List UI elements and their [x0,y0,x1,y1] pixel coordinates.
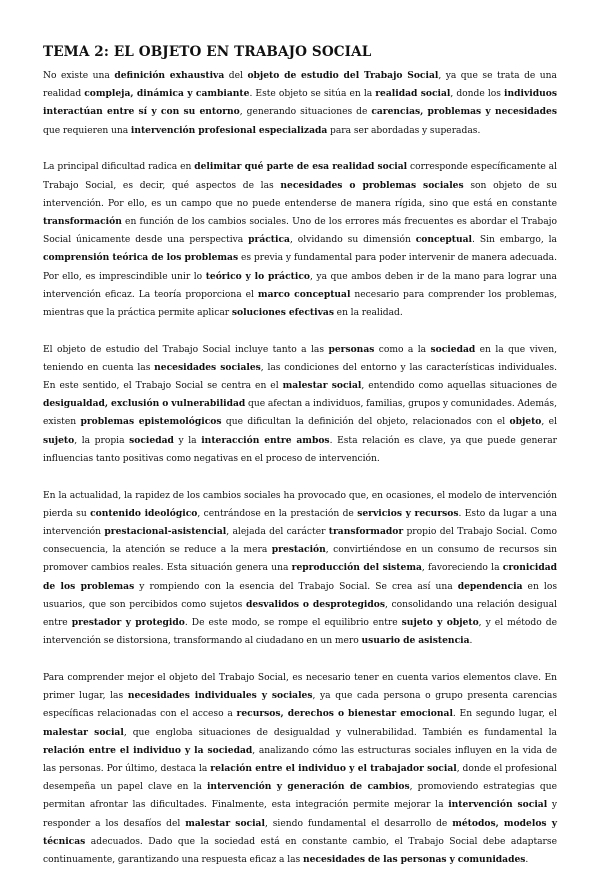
bold-term: conceptual [415,234,472,246]
bold-term: sujeto y objeto [401,616,479,628]
text-run: , analizando cómo las estructuras sociales influyen en la vida de las personas. Por último, destaca la [43,745,557,774]
text-run: No existe una [43,71,115,81]
text-run: para ser abordadas y superadas. [327,125,481,136]
text-run: , el [541,417,557,428]
text-run: que dificultan la definición del objeto, relacionados con el [221,417,510,428]
bold-term: contenido ideológico [90,507,198,519]
text-run: . En segundo lugar, el [452,709,557,720]
bold-term: transformación [43,215,122,227]
text-run: , convirtiéndose en un consumo de recursos sin promover cambios reales. Esta situación genera una [43,545,557,574]
bold-term: sociedad [430,343,476,355]
text-run: , olvidando su dimensión [289,235,416,246]
text-run: . De este modo, se rompe el equilibrio entre [184,617,402,628]
bold-term: relación entre el individuo y la sociedad [43,744,253,756]
bold-term: intervención profesional especializada [130,124,328,136]
text-run: en la realidad. [333,307,403,318]
text-run: y responder a los desafíos del [43,800,557,829]
page-title: TEMA 2: EL OBJETO EN TRABAJO SOCIAL [43,44,372,60]
text-run: , la propia [74,435,130,446]
text-run: corresponde específicamente al Trabajo Social, es decir, qué aspectos de las [43,162,558,191]
bold-term: usuario de asistencia [361,635,470,647]
paragraph [43,669,557,869]
text-run: son objeto de su intervención. Por ello, es un campo que no puede entenderse de manera rígida, sino que está en constante [43,180,557,209]
paragraph [43,158,557,322]
bold-term: desigualdad, exclusión o vulnerabilidad [43,398,246,410]
text-run: en los usuarios, que son percibidos como sujetos [43,581,557,610]
text-run: , alejada del carácter [226,526,329,537]
bold-term: práctica [248,234,290,246]
bold-term: reproducción del sistema [291,562,422,574]
bold-term: malestar social [282,380,362,392]
text-run: , generando situaciones de [239,107,372,118]
text-run: Para comprender mejor el objeto del Trabajo Social, es necesario tener en cuenta varios elementos clave. En primer lugar, las [43,672,557,702]
bold-term: necesidades individuales y sociales [127,690,313,702]
bold-term: personas [328,343,375,355]
text-run: , centrándose en la prestación de [197,508,358,519]
bold-term: soluciones efectivas [231,306,334,318]
text-run: y la [173,435,202,446]
bold-term: marco conceptual [257,288,351,300]
bold-term: comprensión teórica de los problemas [43,252,239,264]
text-run: En la actualidad, la rapidez de los cambios sociales ha provocado que, en ocasiones, el modelo de intervención pierda su [43,490,557,519]
paragraph [43,341,557,468]
paragraph [43,67,557,140]
bold-term: individuos interactúan entre sí y con su entorno [43,88,557,118]
text-run: , favoreciendo la [421,563,503,574]
text-run: necesario para comprender los problemas, mientras que la práctica permite aplicar [43,289,557,318]
text-run: , promoviendo estrategias que permitan afrontar las dificultades. Finalmente, esta integración permite mejorar la [43,782,557,811]
text-run: en la que viven, teniendo en cuenta las [43,344,557,373]
bold-term: desvalidos o desprotegidos [245,598,385,610]
bold-term: prestación [271,544,326,556]
bold-term: realidad social [375,88,451,100]
text-run: como a la [374,344,431,355]
text-run: . Este objeto se sitúa en la [249,89,376,100]
text-run: adecuados. Dado que la sociedad está en constante cambio, el Trabajo Social debe adaptarse continuamente, garantizando una respuesta eficaz a las [43,836,557,865]
text-run: , ya que cada persona o grupo presenta carencias específicas relacionadas con el acceso a [43,691,557,720]
bold-term: servicios y recursos [357,507,459,519]
bold-term: objeto [509,416,542,428]
bold-term: recursos, derechos o bienestar emocional [236,708,453,720]
text-run: , las condiciones del entorno y las características individuales. En este sentido, el Trabajo Social se centra en el [43,362,557,392]
bold-term: relación entre el individuo y el trabajador social [210,762,457,774]
text-run: El objeto de estudio del Trabajo Social incluye tanto a las [43,344,329,355]
text-run: , donde el profesional desempeña un papel clave en la [43,763,557,793]
bold-term: necesidades de las personas y comunidades [302,853,526,865]
text-run: , que engloba situaciones de desigualdad y vulnerabilidad. También es fundamental la [123,727,558,738]
bold-term: transformador [328,525,404,537]
text-run: , donde los [450,89,505,100]
bold-term: malestar social [185,817,265,829]
bold-term: objeto de estudio del Trabajo Social [247,70,439,81]
bold-term: teórico y lo práctico [205,270,310,282]
bold-term: métodos, modelos y técnicas [43,817,558,847]
bold-term: necesidades o problemas sociales [280,179,464,191]
bold-term: definición exhaustiva [114,70,225,81]
text-run: es previa y fundamental para poder intervenir de manera adecuada. Por ello, es imprescindible unir lo [43,253,557,282]
bold-term: malestar social [43,726,124,738]
text-run: , consolidando una relación desigual entre [43,599,558,628]
text-run: propio del Trabajo Social. Como consecuencia, la atención se reduce a la mera [43,526,557,556]
text-run: que requieren una [43,125,131,136]
bold-term: prestacional-asistencial [104,525,227,537]
bold-term: delimitar qué parte de esa realidad social [194,161,408,173]
bold-term: necesidades sociales [154,361,261,373]
bold-term: problemas epistemológicos [80,416,222,428]
text-run: , entendido como aquellas situaciones de [361,381,557,392]
bold-term: dependencia [457,580,523,592]
paragraph [43,487,557,651]
bold-term: carencias, problemas y necesidades [371,106,557,118]
bold-term: interacción entre ambos [201,434,330,446]
document-body [43,67,557,869]
text-run: . Sin embargo, la [472,235,557,246]
text-run: y rompiendo con la esencia del Trabajo Social. Se crea así una [134,581,458,592]
text-run: , ya que se trata de una realidad [43,71,557,100]
text-run: . [469,636,473,647]
text-run: . Esta relación es clave, ya que puede generar influencias tanto positivas como negativas en el proceso de intervención. [43,435,557,464]
bold-term: prestador y protegido [71,616,185,628]
text-run: , y el método de intervención se distorsiona, transformando al ciudadano en un mero [43,617,557,647]
bold-term: compleja, dinámica y cambiante [84,88,250,100]
bold-term: sujeto [43,434,75,446]
bold-term: intervención social [448,799,548,811]
text-run: . [525,854,529,865]
text-run: , siendo fundamental el desarrollo de [264,818,453,829]
text-run: . Esto da lugar a una intervención [43,508,557,537]
text-run: en función de los cambios sociales. Uno de los errores más frecuentes es abordar el Trabajo Social únicamente desde una perspectiva [43,216,557,246]
bold-term: sociedad [129,434,174,446]
text-run: , ya que ambos deben ir de la mano para lograr una intervención eficaz. La teoría proporciona el [43,271,557,300]
text-run: que afectan a individuos, familias, grupos y comunidades. Además, existen [43,399,557,428]
bold-term: cronicidad de los problemas [43,562,558,592]
text-run: La principal dificultad radica en [43,162,195,173]
bold-term: intervención y generación de cambios [206,781,410,793]
text-run: del [224,71,248,81]
